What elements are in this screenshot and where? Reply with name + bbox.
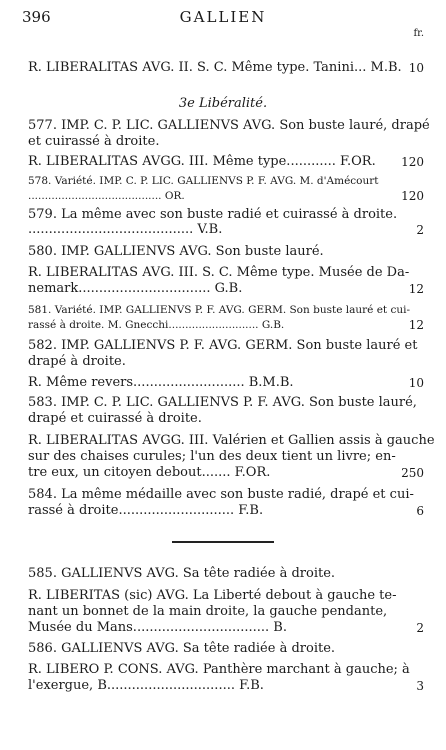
price-unit: fr.	[413, 28, 424, 39]
text-line: rassé à droite. M. Gnecchi........................... G.B. 12	[28, 318, 424, 332]
text-line: rassé à droite............................ F.B. 6	[28, 503, 424, 518]
text-line: 581. Variété. IMP. GALLIENVS P. F. AVG. GERM. Son buste lauré et cui-	[28, 304, 411, 316]
text-line: 586. GALLIENVS AVG. Sa tête radiée à droite.	[28, 641, 336, 656]
text-line: 578. Variété. IMP. C. P. LIC. GALLIENVS P. F. AVG. M. d'Amécourt	[28, 175, 379, 187]
text-line: 579. La même avec son buste radié et cuirassé à droite.	[28, 207, 398, 222]
text-line: 584. La même médaille avec son buste radié, drapé et cui-	[28, 487, 414, 502]
text-line: l'exergue, B............................... F.B. 3	[28, 678, 424, 693]
text-line: et cuirassé à droite.	[28, 134, 160, 149]
text-line: ........................................ OR. 120	[28, 189, 424, 203]
text-line: tre eux, un citoyen debout....... F.OR. 250	[28, 465, 424, 480]
text-line: nant un bonnet de la main droite, la gauche pendante,	[28, 604, 388, 619]
section-heading: 3e Libéralité.	[178, 96, 268, 111]
text-line: ........................................ V.B. 2	[28, 222, 424, 237]
text-line: 583. IMP. C. P. LIC. GALLIENVS P. F. AVG. Son buste lauré,	[28, 395, 417, 410]
text-line: R. LIBERALITAS AVGG. III. Même type............ F.OR. 120	[28, 154, 424, 169]
text-line: 582. IMP. GALLIENVS P. F. AVG. GERM. Son buste lauré et	[28, 338, 418, 353]
text-line: 585. GALLIENVS AVG. Sa tête radiée à droite.	[28, 566, 336, 581]
text-line: R. LIBERALITAS AVG. II. S. C. Même type. Tanini... M.B. 10	[28, 60, 424, 75]
text-line: R. Même revers........................... B.M.B. 10	[28, 375, 424, 390]
text-line: Musée du Mans................................. B. 2	[28, 620, 424, 635]
text-line: 580. IMP. GALLIENVS AVG. Son buste lauré.	[28, 244, 324, 259]
running-header	[22, 8, 424, 39]
page-title: GALLIEN	[179, 8, 267, 26]
section-divider	[172, 541, 274, 543]
text-line: R. LIBERALITAS AVGG. III. Valérien et Gallien assis à gauche	[28, 433, 435, 448]
text-line: R. LIBERITAS (sic) AVG. La Liberté debout à gauche te-	[28, 588, 397, 603]
text-line: sur des chaises curules; l'un des deux tient un livre; en-	[28, 449, 396, 464]
text-line: drapé à droite.	[28, 354, 126, 369]
page-number: 396	[22, 8, 51, 26]
text-line: drapé et cuirassé à droite.	[28, 411, 202, 426]
text-line: R. LIBERO P. CONS. AVG. Panthère marchant à gauche; à	[28, 662, 410, 677]
text-line: R. LIBERALITAS AVG. III. S. C. Même type. Musée de Da-	[28, 265, 410, 280]
text-line: nemark................................ G.B. 12	[28, 281, 424, 296]
text-line: 577. IMP. C. P. LIC. GALLIENVS AVG. Son buste lauré, drapé	[28, 118, 430, 133]
